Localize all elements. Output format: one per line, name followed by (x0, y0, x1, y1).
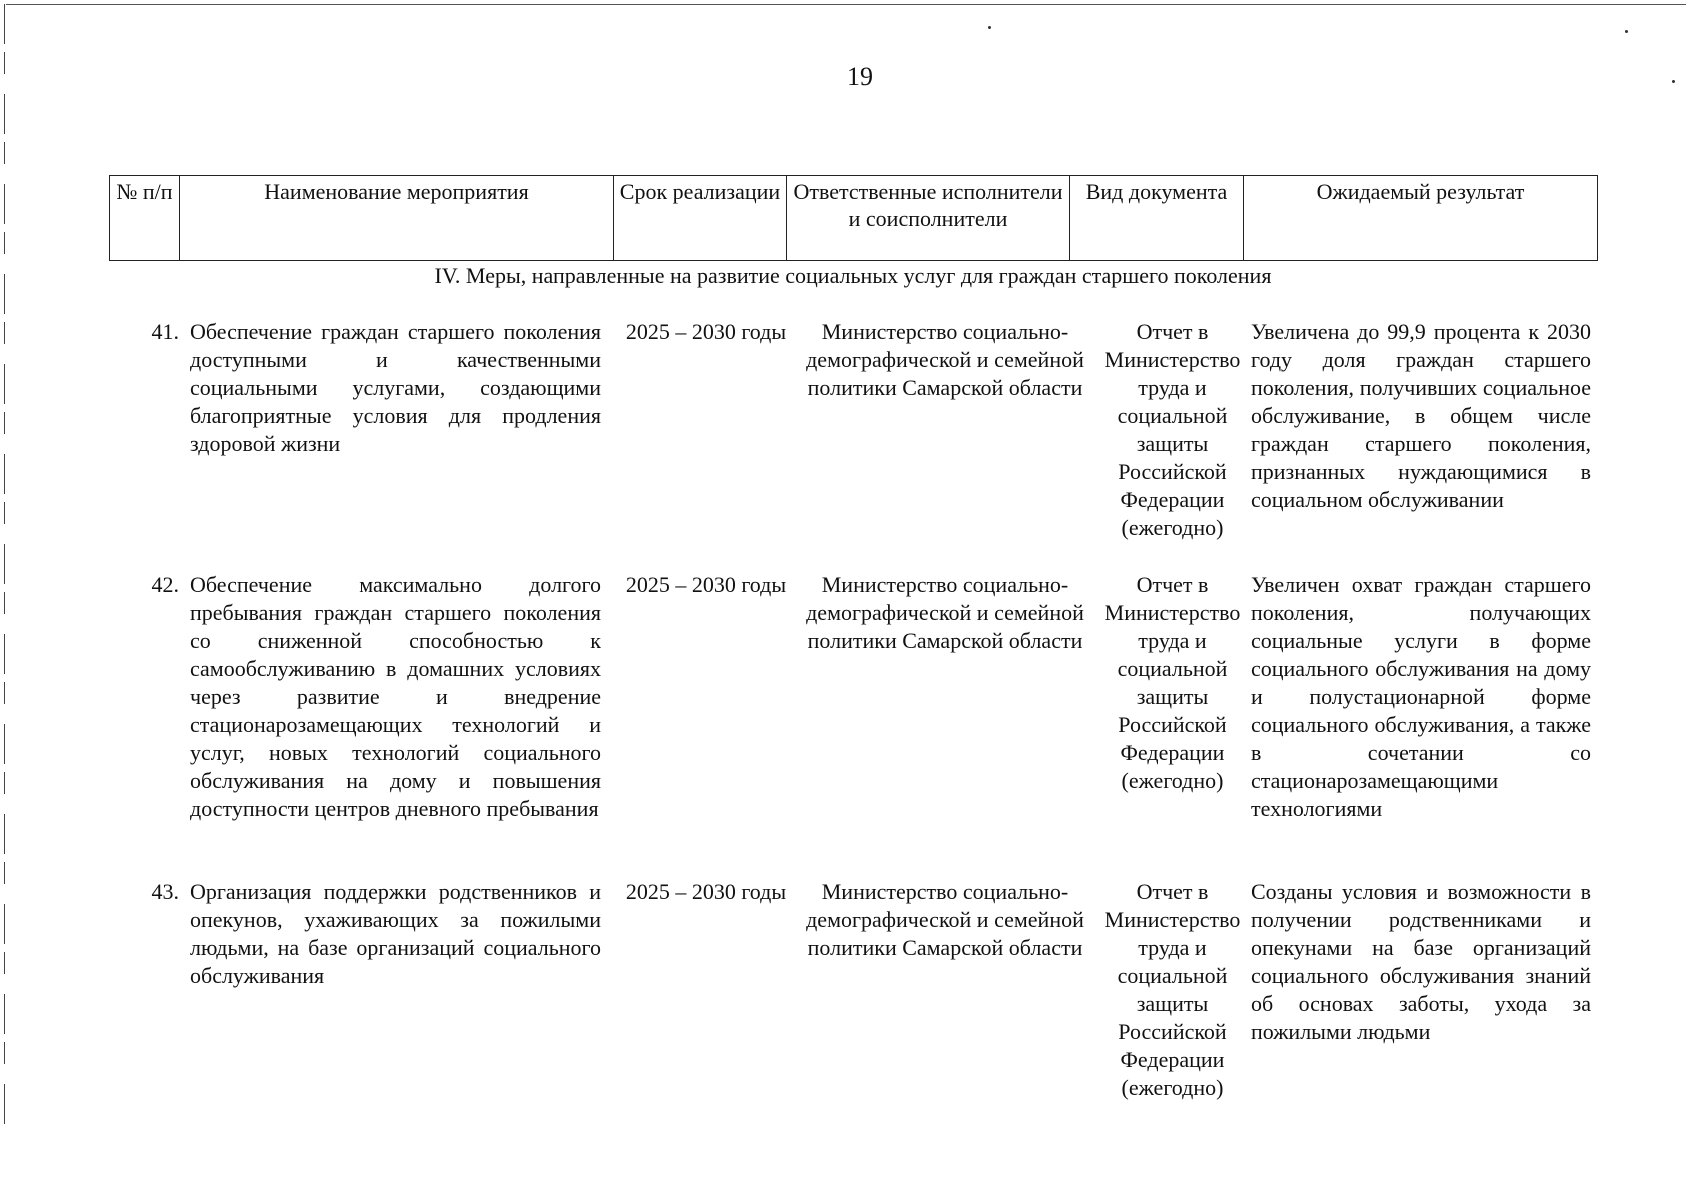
scan-edge-left (4, 4, 5, 1124)
scan-speck (988, 26, 991, 29)
row-term: 2025 – 2030 годы (625, 572, 787, 597)
row-term: 2025 – 2030 годы (625, 879, 787, 904)
row-doc-type: Отчет в Министерство труда и социальной защиты Российской Федерации (ежегодно) (1104, 319, 1241, 540)
row-number: 42. (151, 572, 179, 597)
header-num: № п/п (110, 176, 180, 261)
row-result: Увеличена до 99,9 процента к 2030 году доля граждан старшего поколения, получивших социальное обслуживание, в общем числе граждан старшего поколения, признанных нуждающимися в социальном обслуживании (1251, 319, 1591, 512)
row-result: Созданы условия и возможности в получении родственниками и опекунами на базе организаций социального обслуживания знаний об основах заботы, ухода за пожилыми людьми (1251, 879, 1591, 1044)
row-name: Обеспечение максимально долгого пребывания граждан старшего поколения со сниженной способностью к самообслуживанию в домашних условиях через развитие и внедрение стационарозамещающих технологий и услуг, новых технологий социального обслуживания на дому и повышения доступности центров дневного пребывания (190, 572, 601, 821)
row-result: Увеличен охват граждан старшего поколения, получающих социальные услуги в форме социального обслуживания на дому и полустационарной форме социального обслуживания, а также в сочетании со стационарозамещающими технологиями (1251, 572, 1591, 821)
row-term: 2025 – 2030 годы (625, 319, 787, 344)
row-responsible: Министерство социально-демографической и семейной политики Самарской области (806, 572, 1084, 653)
header-term: Срок реализации (614, 176, 787, 261)
row-doc-type: Отчет в Министерство труда и социальной защиты Российской Федерации (ежегодно) (1104, 879, 1241, 1100)
page-number: 19 (847, 62, 873, 91)
header-responsible: Ответственные исполнители и соисполнители (787, 176, 1070, 261)
header-result: Ожидаемый результат (1244, 176, 1598, 261)
scan-edge-top (6, 4, 1686, 5)
row-name: Обеспечение граждан старшего поколения доступными и качественными социальными услугами, создающими благоприятные условия для продления здоровой жизни (190, 319, 601, 456)
scan-speck (1625, 30, 1628, 33)
row-name: Организация поддержки родственников и опекунов, ухаживающих за пожилыми людьми, на базе организаций социального обслуживания (190, 879, 601, 988)
section-title: IV. Меры, направленные на развитие социальных услуг для граждан старшего поколения (434, 263, 1272, 288)
row-number: 43. (151, 879, 179, 904)
row-responsible: Министерство социально-демографической и семейной политики Самарской области (806, 319, 1084, 400)
row-number: 41. (151, 319, 179, 344)
row-responsible: Министерство социально-демографической и семейной политики Самарской области (806, 879, 1084, 960)
header-name: Наименование мероприятия (180, 176, 614, 261)
header-doc-type: Вид документа (1070, 176, 1244, 261)
row-doc-type: Отчет в Министерство труда и социальной защиты Российской Федерации (ежегодно) (1104, 572, 1241, 793)
table-header (109, 175, 1598, 261)
